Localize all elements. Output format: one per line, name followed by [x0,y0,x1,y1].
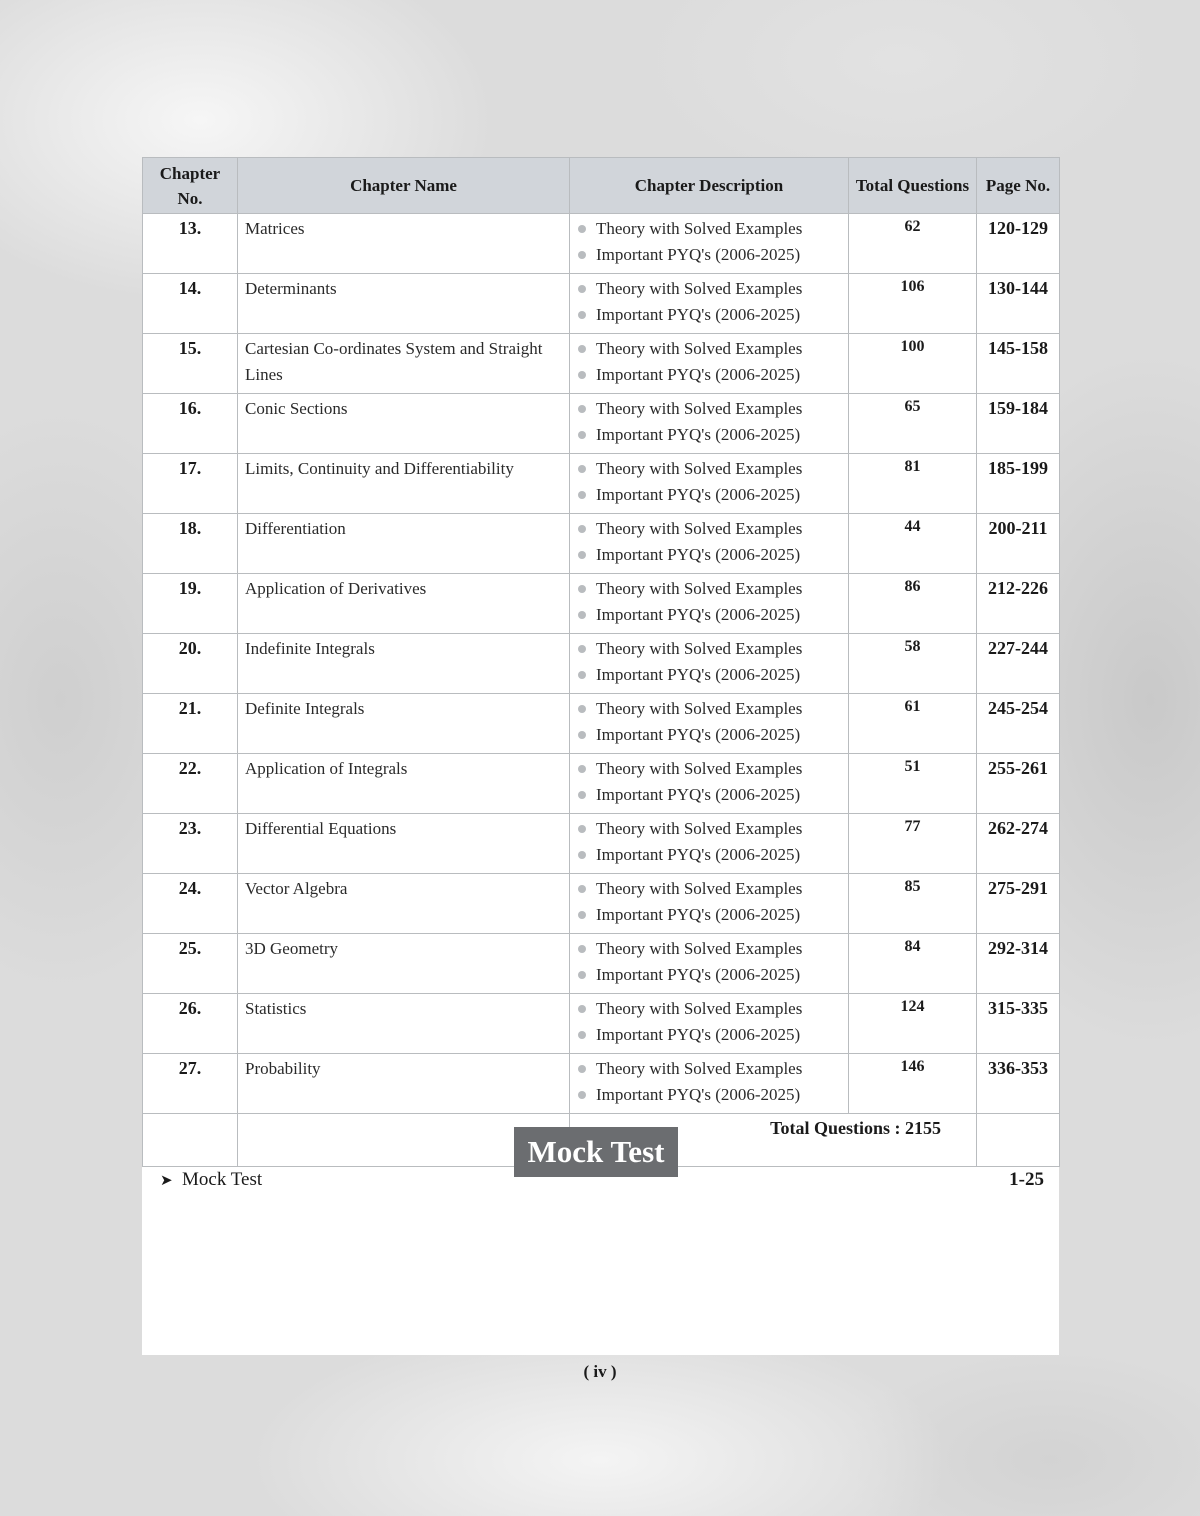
total-questions: 84 [849,934,977,994]
description-text: Important PYQ's (2006-2025) [596,905,801,924]
total-questions-label: Total Questions : 2155 [570,1114,977,1167]
page-range: 130-144 [977,274,1060,334]
description-text: Theory with Solved Examples [596,819,803,838]
description-text: Important PYQ's (2006-2025) [596,965,801,984]
total-questions: 77 [849,814,977,874]
description-item [576,662,848,688]
chapter-description [570,274,849,334]
total-questions: 100 [849,334,977,394]
description-item [576,722,848,748]
mock-test-pages: 1-25 [1009,1169,1044,1190]
chapter-number: 19. [143,574,238,634]
description-item [576,242,848,268]
table-row[interactable] [143,1054,1060,1114]
chapter-number: 13. [143,214,238,274]
bullet-dot-icon [578,491,586,499]
bullet-dot-icon [578,251,586,259]
description-item [576,996,848,1022]
description-text: Theory with Solved Examples [596,279,803,298]
bullet-dot-icon [578,585,586,593]
description-text: Important PYQ's (2006-2025) [596,665,801,684]
description-list [576,396,848,448]
total-questions: 85 [849,874,977,934]
bullet-dot-icon [578,825,586,833]
page-range: 315-335 [977,994,1060,1054]
description-item [576,1056,848,1082]
description-list [576,876,848,928]
page-range: 185-199 [977,454,1060,514]
description-item [576,336,848,362]
arrowhead-bullet-icon: ➤ [160,1173,173,1189]
description-list [576,456,848,508]
bullet-dot-icon [578,645,586,653]
chapter-number: 27. [143,1054,238,1114]
chapter-number: 21. [143,694,238,754]
bullet-dot-icon [578,225,586,233]
table-header-row [143,158,1060,214]
table-body [143,214,1060,1167]
chapter-name: Matrices [238,214,570,274]
header-chapter-name: Chapter Name [238,158,570,214]
page-range: 275-291 [977,874,1060,934]
chapter-description [570,574,849,634]
description-item [576,1082,848,1108]
table-row[interactable] [143,754,1060,814]
description-item [576,936,848,962]
page-range: 159-184 [977,394,1060,454]
chapter-name: Statistics [238,994,570,1054]
page-range: 120-129 [977,214,1060,274]
chapter-number: 14. [143,274,238,334]
chapter-name: Differentiation [238,514,570,574]
chapter-name: Indefinite Integrals [238,634,570,694]
description-text: Theory with Solved Examples [596,579,803,598]
page-range: 212-226 [977,574,1060,634]
chapter-description [570,454,849,514]
page-number: ( iv ) [583,1362,617,1381]
description-text: Important PYQ's (2006-2025) [596,365,801,384]
description-text: Important PYQ's (2006-2025) [596,605,801,624]
description-text: Theory with Solved Examples [596,879,803,898]
mock-test-banner: Mock Test [514,1127,678,1177]
description-item [576,816,848,842]
chapter-description [570,634,849,694]
header-chapter-no-line2: No. [177,188,203,208]
total-questions: 81 [849,454,977,514]
chapter-number: 15. [143,334,238,394]
chapter-description [570,814,849,874]
description-text: Theory with Solved Examples [596,759,803,778]
description-item [576,876,848,902]
total-row-blank-pages [977,1114,1060,1167]
total-questions: 124 [849,994,977,1054]
description-item [576,482,848,508]
chapter-name: Limits, Continuity and Differentiability [238,454,570,514]
description-item [576,756,848,782]
bullet-dot-icon [578,551,586,559]
bullet-dot-icon [578,791,586,799]
chapter-name: Vector Algebra [238,874,570,934]
bullet-dot-icon [578,285,586,293]
description-item [576,542,848,568]
contents-table [142,157,1060,1167]
total-questions: 51 [849,754,977,814]
chapter-number: 16. [143,394,238,454]
bullet-dot-icon [578,371,586,379]
chapter-description [570,934,849,994]
description-item [576,422,848,448]
bullet-dot-icon [578,1065,586,1073]
page-range: 145-158 [977,334,1060,394]
chapter-description [570,514,849,574]
chapter-description [570,1054,849,1114]
chapter-name: Conic Sections [238,394,570,454]
bullet-dot-icon [578,311,586,319]
chapter-number: 23. [143,814,238,874]
bullet-dot-icon [578,345,586,353]
chapter-description [570,694,849,754]
table-row[interactable] [143,514,1060,574]
table-row[interactable] [143,454,1060,514]
description-list [576,996,848,1048]
description-text: Theory with Solved Examples [596,1059,803,1078]
table-row[interactable] [143,934,1060,994]
description-text: Theory with Solved Examples [596,339,803,358]
description-list [576,696,848,748]
description-list [576,576,848,628]
description-text: Theory with Solved Examples [596,519,803,538]
description-text: Important PYQ's (2006-2025) [596,1025,801,1044]
description-text: Important PYQ's (2006-2025) [596,725,801,744]
chapter-name: Determinants [238,274,570,334]
chapter-name: Application of Derivatives [238,574,570,634]
chapter-description [570,754,849,814]
bullet-dot-icon [578,765,586,773]
description-text: Important PYQ's (2006-2025) [596,545,801,564]
bullet-dot-icon [578,465,586,473]
table-row[interactable] [143,334,1060,394]
description-item [576,516,848,542]
total-questions: 44 [849,514,977,574]
description-item [576,216,848,242]
table-row[interactable] [143,814,1060,874]
description-text: Important PYQ's (2006-2025) [596,425,801,444]
bullet-dot-icon [578,851,586,859]
chapter-number: 26. [143,994,238,1054]
page-range: 227-244 [977,634,1060,694]
description-text: Important PYQ's (2006-2025) [596,305,801,324]
description-text: Important PYQ's (2006-2025) [596,485,801,504]
table-row[interactable] [143,634,1060,694]
total-questions: 61 [849,694,977,754]
bullet-dot-icon [578,431,586,439]
contents-sheet [142,157,1059,1355]
mock-test-entry[interactable] [160,1167,262,1194]
description-text: Theory with Solved Examples [596,939,803,958]
page-range: 255-261 [977,754,1060,814]
total-questions: 106 [849,274,977,334]
description-list [576,336,848,388]
page-range: 292-314 [977,934,1060,994]
chapter-number: 25. [143,934,238,994]
table-row[interactable] [143,274,1060,334]
chapter-name: Application of Integrals [238,754,570,814]
description-list [576,756,848,808]
header-chapter-description: Chapter Description [570,158,849,214]
description-text: Theory with Solved Examples [596,459,803,478]
description-item [576,962,848,988]
description-item [576,362,848,388]
bullet-dot-icon [578,731,586,739]
bullet-dot-icon [578,1005,586,1013]
chapter-number: 24. [143,874,238,934]
description-text: Important PYQ's (2006-2025) [596,245,801,264]
description-item [576,602,848,628]
description-text: Theory with Solved Examples [596,399,803,418]
chapter-description [570,394,849,454]
bullet-dot-icon [578,611,586,619]
description-text: Important PYQ's (2006-2025) [596,1085,801,1104]
chapter-name: Cartesian Co-ordinates System and Straight Lines [238,334,570,394]
page-range: 262-274 [977,814,1060,874]
table-row[interactable] [143,874,1060,934]
bullet-dot-icon [578,405,586,413]
description-item [576,902,848,928]
bullet-dot-icon [578,945,586,953]
bullet-dot-icon [578,885,586,893]
description-list [576,276,848,328]
chapter-name: Definite Integrals [238,694,570,754]
header-total-questions: Total Questions [849,158,977,214]
table-row[interactable] [143,694,1060,754]
description-item [576,396,848,422]
total-questions: 58 [849,634,977,694]
mock-test-label: Mock Test [182,1169,263,1190]
description-text: Theory with Solved Examples [596,699,803,718]
description-item [576,456,848,482]
chapter-name: Probability [238,1054,570,1114]
table-row[interactable] [143,214,1060,274]
table-row[interactable] [143,574,1060,634]
total-questions: 86 [849,574,977,634]
bullet-dot-icon [578,911,586,919]
description-text: Theory with Solved Examples [596,219,803,238]
chapter-name: Differential Equations [238,814,570,874]
chapter-description [570,994,849,1054]
total-questions: 146 [849,1054,977,1114]
total-questions: 62 [849,214,977,274]
bullet-dot-icon [578,1031,586,1039]
page-range: 336-353 [977,1054,1060,1114]
table-row[interactable] [143,394,1060,454]
description-item [576,1022,848,1048]
chapter-number: 20. [143,634,238,694]
description-list [576,1056,848,1108]
description-text: Theory with Solved Examples [596,639,803,658]
page-range: 245-254 [977,694,1060,754]
total-questions: 65 [849,394,977,454]
description-text: Theory with Solved Examples [596,999,803,1018]
bullet-dot-icon [578,705,586,713]
description-item [576,276,848,302]
header-page-no: Page No. [977,158,1060,214]
chapter-number: 22. [143,754,238,814]
description-list [576,816,848,868]
header-chapter-no-line1: Chapter [159,163,221,183]
description-item [576,782,848,808]
chapter-name: 3D Geometry [238,934,570,994]
bullet-dot-icon [578,1091,586,1099]
bullet-dot-icon [578,971,586,979]
header-chapter-no [143,158,238,214]
description-list [576,936,848,988]
chapter-description [570,334,849,394]
description-list [576,636,848,688]
description-list [576,516,848,568]
page-range: 200-211 [977,514,1060,574]
chapter-number: 18. [143,514,238,574]
description-list [576,216,848,268]
chapter-description [570,214,849,274]
table-row[interactable] [143,994,1060,1054]
description-item [576,842,848,868]
description-text: Important PYQ's (2006-2025) [596,845,801,864]
bullet-dot-icon [578,671,586,679]
description-item [576,696,848,722]
description-text: Important PYQ's (2006-2025) [596,785,801,804]
chapter-number: 17. [143,454,238,514]
description-item [576,576,848,602]
description-item [576,636,848,662]
description-item [576,302,848,328]
chapter-description [570,874,849,934]
total-row-blank-no [143,1114,238,1167]
bullet-dot-icon [578,525,586,533]
